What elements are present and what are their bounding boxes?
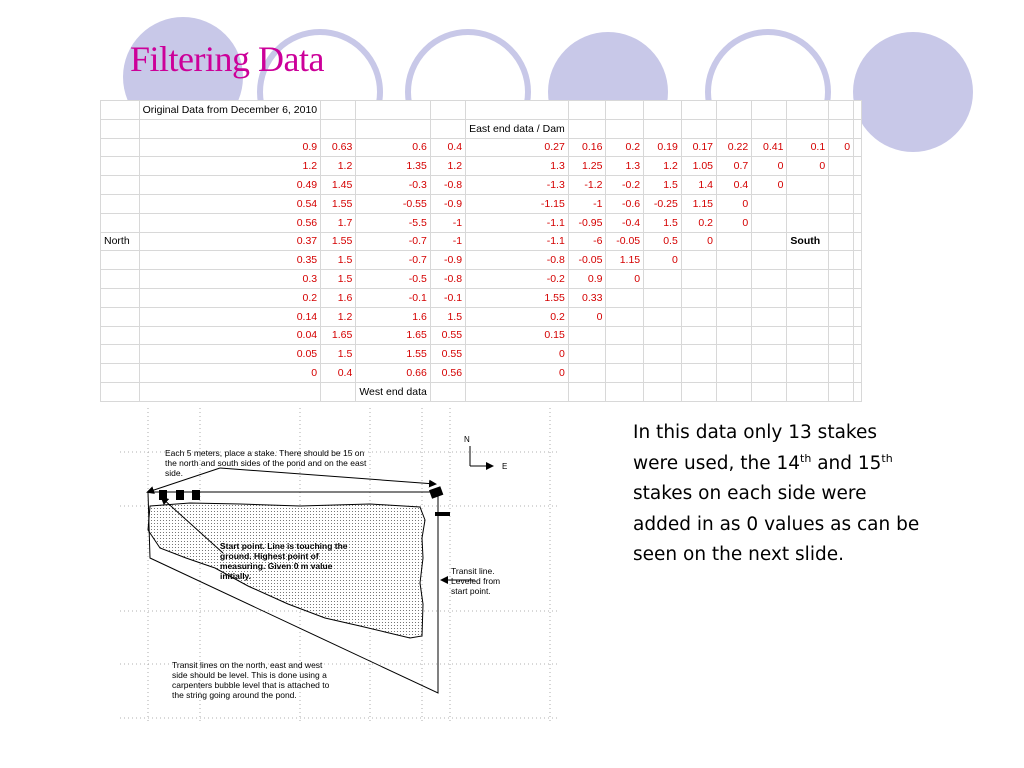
level-note: Transit lines on the north, east and west side should be level. This is done using a carpenters bubble level that is attached to the string going around the pond. (172, 660, 330, 700)
sheet-cell: 0.15 (466, 326, 569, 345)
sheet-cell: 1.15 (606, 251, 644, 270)
sheet-cell: -1 (430, 213, 465, 232)
sheet-cell: -0.8 (466, 251, 569, 270)
sheet-row (101, 213, 862, 232)
sheet-cell: 0 (644, 251, 682, 270)
sheet-cell: -0.5 (356, 270, 431, 289)
sheet-cell (829, 307, 854, 326)
sheet-cell (430, 382, 465, 401)
sheet-cell (101, 270, 140, 289)
sheet-cell (717, 251, 752, 270)
sheet-cell (752, 232, 787, 251)
sheet-cell: -0.3 (356, 176, 431, 195)
sheet-cell (606, 345, 644, 364)
compass-e-label: E (502, 462, 508, 471)
sheet-cell (787, 364, 829, 383)
sheet-row (101, 288, 862, 307)
sheet-cell (854, 382, 862, 401)
sheet-cell (356, 101, 431, 120)
sheet-cell: 0 (717, 194, 752, 213)
sheet-cell (752, 364, 787, 383)
sheet-cell: 0.63 (321, 138, 356, 157)
sheet-cell: 0.16 (568, 138, 606, 157)
sheet-row (101, 270, 862, 289)
sheet-cell (681, 288, 716, 307)
sheet-cell: 0 (787, 157, 829, 176)
sheet-cell: 1.15 (681, 194, 716, 213)
sheet-cell (606, 119, 644, 138)
sheet-cell: -1.1 (466, 213, 569, 232)
sheet-cell: 0.66 (356, 364, 431, 383)
sheet-cell (752, 288, 787, 307)
sheet-row (101, 345, 862, 364)
note-part-3: stakes on each side were added in as 0 values as can be seen on the next slide. (633, 483, 920, 565)
south-label: South (787, 232, 829, 251)
sheet-cell: -1 (430, 232, 465, 251)
sheet-cell (787, 194, 829, 213)
sheet-east-label: East end data / Dam (466, 119, 569, 138)
sheet-cell: 0.14 (139, 307, 321, 326)
sheet-row (101, 326, 862, 345)
sheet-cell (606, 101, 644, 120)
sheet-cell: 0.7 (717, 157, 752, 176)
sheet-cell (854, 194, 862, 213)
note-part-1: In this data only 13 stakes were used, the 14 (633, 422, 877, 474)
sheet-cell: -1.2 (568, 176, 606, 195)
sheet-cell: -0.9 (430, 194, 465, 213)
sheet-cell (854, 345, 862, 364)
sheet-cell (829, 119, 854, 138)
sheet-cell (854, 288, 862, 307)
sheet-cell (787, 307, 829, 326)
sheet-cell (101, 194, 140, 213)
sheet-cell (606, 288, 644, 307)
sheet-cell (101, 101, 140, 120)
sheet-cell: 1.65 (356, 326, 431, 345)
explanation-text (633, 418, 923, 571)
sheet-cell: 0.5 (644, 232, 682, 251)
sheet-cell: -5.5 (356, 213, 431, 232)
sheet-cell: 0 (139, 364, 321, 383)
sheet-cell (681, 251, 716, 270)
sheet-cell (430, 119, 465, 138)
sheet-cell: 0.9 (139, 138, 321, 157)
sheet-cell (466, 382, 569, 401)
note-superscript-1: th (800, 451, 812, 465)
sheet-cell (752, 326, 787, 345)
sheet-header-title: Original Data from December 6, 2010 (139, 101, 321, 120)
sheet-cell (829, 382, 854, 401)
sheet-cell (606, 307, 644, 326)
sheet-cell (101, 288, 140, 307)
sheet-cell: -0.2 (466, 270, 569, 289)
sheet-cell: 1.5 (321, 251, 356, 270)
sheet-cell (606, 364, 644, 383)
sheet-cell: 1.3 (606, 157, 644, 176)
sheet-cell (644, 270, 682, 289)
sheet-cell: 1.3 (466, 157, 569, 176)
sheet-cell: 0.41 (752, 138, 787, 157)
sheet-row (101, 364, 862, 383)
sheet-cell (568, 101, 606, 120)
sheet-cell (644, 326, 682, 345)
sheet-cell (717, 232, 752, 251)
sheet-cell (787, 288, 829, 307)
sheet-row (101, 101, 862, 120)
sheet-cell: 0 (752, 157, 787, 176)
sheet-cell: 0 (606, 270, 644, 289)
sheet-cell: 1.2 (644, 157, 682, 176)
sheet-cell (854, 270, 862, 289)
stake-note: Each 5 meters, place a stake. There should be 15 on the north and south sides of the pond and on the east side. (165, 448, 367, 478)
sheet-cell: 1.55 (356, 345, 431, 364)
sheet-cell (681, 326, 716, 345)
sheet-cell (829, 213, 854, 232)
sheet-cell (829, 345, 854, 364)
north-label: North (101, 232, 140, 251)
sheet-cell (568, 382, 606, 401)
sheet-cell (854, 232, 862, 251)
sheet-cell: 0.27 (466, 138, 569, 157)
sheet-cell (644, 307, 682, 326)
transit-line-note: Transit line. Leveled from start point. (451, 566, 501, 596)
sheet-cell: 1.4 (681, 176, 716, 195)
sheet-cell (829, 364, 854, 383)
sheet-cell (854, 119, 862, 138)
sheet-cell: 0 (681, 232, 716, 251)
sheet-cell (321, 119, 356, 138)
sheet-cell (321, 382, 356, 401)
sheet-cell: 0.37 (139, 232, 321, 251)
sheet-row (101, 119, 862, 138)
sheet-cell (430, 101, 465, 120)
sheet-row (101, 138, 862, 157)
sheet-cell: 0.19 (644, 138, 682, 157)
sheet-cell: -0.7 (356, 251, 431, 270)
sheet-cell (752, 307, 787, 326)
sheet-cell (717, 364, 752, 383)
sheet-cell: -0.8 (430, 270, 465, 289)
sheet-cell: 0.2 (139, 288, 321, 307)
sheet-cell (644, 345, 682, 364)
sheet-cell (681, 307, 716, 326)
sheet-cell (101, 138, 140, 157)
sheet-cell: 0.4 (717, 176, 752, 195)
sheet-cell (829, 270, 854, 289)
sheet-cell: 0.2 (466, 307, 569, 326)
sheet-cell (644, 288, 682, 307)
sheet-cell: 0.4 (430, 138, 465, 157)
sheet-cell (101, 345, 140, 364)
sheet-cell (787, 213, 829, 232)
data-spreadsheet (100, 100, 862, 398)
sheet-row (101, 157, 862, 176)
sheet-cell (854, 101, 862, 120)
sheet-cell (717, 382, 752, 401)
sheet-row (101, 232, 862, 251)
sheet-cell (787, 176, 829, 195)
sheet-cell (101, 176, 140, 195)
sheet-west-label: West end data (356, 382, 431, 401)
sheet-cell: -0.2 (606, 176, 644, 195)
sheet-cell (681, 101, 716, 120)
sheet-cell: -1.15 (466, 194, 569, 213)
sheet-cell: 1.55 (321, 194, 356, 213)
sheet-cell (568, 119, 606, 138)
sheet-cell: -0.05 (568, 251, 606, 270)
sheet-cell (854, 326, 862, 345)
sheet-cell: 0.22 (717, 138, 752, 157)
sheet-cell: 0 (466, 364, 569, 383)
sheet-cell (101, 382, 140, 401)
slide-title: Filtering Data (130, 39, 324, 79)
sheet-cell (787, 101, 829, 120)
sheet-cell (466, 101, 569, 120)
sheet-cell: -0.55 (356, 194, 431, 213)
sheet-cell: 0.56 (430, 364, 465, 383)
sheet-cell (101, 213, 140, 232)
sheet-row (101, 382, 862, 401)
sheet-cell (829, 251, 854, 270)
sheet-cell (644, 382, 682, 401)
sheet-cell: -0.25 (644, 194, 682, 213)
sheet-cell: 0.49 (139, 176, 321, 195)
sheet-cell: -0.6 (606, 194, 644, 213)
sheet-cell: 1.05 (681, 157, 716, 176)
note-part-2: and 15 (811, 452, 882, 474)
sheet-cell: 1.5 (321, 270, 356, 289)
sheet-cell: 0.6 (356, 138, 431, 157)
sheet-cell (568, 345, 606, 364)
sheet-cell (139, 119, 321, 138)
sheet-cell (717, 307, 752, 326)
sheet-cell: 1.2 (321, 157, 356, 176)
sheet-cell: 1.65 (321, 326, 356, 345)
sheet-cell (787, 119, 829, 138)
sheet-row (101, 176, 862, 195)
sheet-cell (644, 101, 682, 120)
sheet-cell: 0 (568, 307, 606, 326)
sheet-cell (787, 326, 829, 345)
sheet-cell: 0.55 (430, 326, 465, 345)
sheet-cell: 1.6 (356, 307, 431, 326)
sheet-cell: 1.2 (139, 157, 321, 176)
pond-measurement-diagram (120, 408, 560, 723)
sheet-cell (717, 119, 752, 138)
sheet-cell (854, 364, 862, 383)
sheet-cell: 1.5 (430, 307, 465, 326)
sheet-cell (356, 119, 431, 138)
sheet-cell: -0.95 (568, 213, 606, 232)
sheet-cell: 0.9 (568, 270, 606, 289)
sheet-cell (854, 213, 862, 232)
sheet-cell: -1 (568, 194, 606, 213)
sheet-cell (717, 326, 752, 345)
sheet-cell (787, 251, 829, 270)
circle-6 (853, 32, 973, 152)
sheet-cell: -0.8 (430, 176, 465, 195)
sheet-cell: 0.33 (568, 288, 606, 307)
sheet-cell (101, 251, 140, 270)
sheet-cell (752, 345, 787, 364)
sheet-cell (717, 270, 752, 289)
sheet-cell: -0.05 (606, 232, 644, 251)
sheet-cell (681, 382, 716, 401)
sheet-cell (787, 270, 829, 289)
sheet-cell (854, 157, 862, 176)
sheet-cell (101, 326, 140, 345)
sheet-cell: 0.2 (606, 138, 644, 157)
sheet-cell (101, 364, 140, 383)
sheet-cell: 1.55 (321, 232, 356, 251)
sheet-cell (681, 119, 716, 138)
sheet-cell (829, 176, 854, 195)
sheet-cell: 1.5 (644, 213, 682, 232)
sheet-cell: 0.35 (139, 251, 321, 270)
sheet-cell (752, 213, 787, 232)
sheet-cell: -6 (568, 232, 606, 251)
sheet-cell: 1.55 (466, 288, 569, 307)
sheet-cell (752, 194, 787, 213)
sheet-cell (854, 307, 862, 326)
sheet-cell: 1.45 (321, 176, 356, 195)
start-point-note: Start point. Line is touching the ground. Highest point of measuring. Given 0 m value initially. (220, 541, 348, 581)
sheet-cell: -1.3 (466, 176, 569, 195)
sheet-cell: -0.7 (356, 232, 431, 251)
sheet-cell (752, 382, 787, 401)
note-superscript-2: th (881, 451, 893, 465)
sheet-cell: 0.1 (787, 138, 829, 157)
sheet-cell (854, 251, 862, 270)
sheet-cell (717, 288, 752, 307)
compass-icon (464, 435, 507, 471)
sheet-cell: 0.4 (321, 364, 356, 383)
sheet-cell: 1.2 (321, 307, 356, 326)
sheet-cell (752, 251, 787, 270)
sheet-cell (829, 326, 854, 345)
sheet-cell (829, 194, 854, 213)
sheet-cell: 1.2 (430, 157, 465, 176)
sheet-cell (787, 382, 829, 401)
sheet-cell: 1.25 (568, 157, 606, 176)
sheet-cell: -0.4 (606, 213, 644, 232)
data-table (100, 100, 862, 402)
sheet-cell: 1.5 (321, 345, 356, 364)
sheet-cell (568, 326, 606, 345)
sheet-cell: 0.2 (681, 213, 716, 232)
sheet-cell (101, 157, 140, 176)
sheet-cell (681, 364, 716, 383)
sheet-cell: -0.1 (430, 288, 465, 307)
sheet-cell: 0 (717, 213, 752, 232)
sheet-cell: 0 (752, 176, 787, 195)
sheet-cell (681, 345, 716, 364)
sheet-cell: -0.1 (356, 288, 431, 307)
sheet-cell: 1.35 (356, 157, 431, 176)
sheet-cell (606, 326, 644, 345)
sheet-cell (752, 119, 787, 138)
sheet-cell: 1.5 (644, 176, 682, 195)
sheet-cell (787, 345, 829, 364)
sheet-cell (829, 101, 854, 120)
sheet-cell: -1.1 (466, 232, 569, 251)
sheet-cell (717, 101, 752, 120)
sheet-cell: 0 (829, 138, 854, 157)
sheet-cell (829, 157, 854, 176)
sheet-cell: 0.55 (430, 345, 465, 364)
sheet-cell (752, 101, 787, 120)
sheet-row (101, 194, 862, 213)
sheet-cell: 0.54 (139, 194, 321, 213)
sheet-cell (681, 270, 716, 289)
sheet-cell (101, 119, 140, 138)
sheet-cell (752, 270, 787, 289)
sheet-cell (717, 345, 752, 364)
sheet-cell (854, 176, 862, 195)
sheet-cell (101, 307, 140, 326)
sheet-cell (829, 288, 854, 307)
sheet-cell: 0.05 (139, 345, 321, 364)
sheet-cell (644, 119, 682, 138)
sheet-cell (321, 101, 356, 120)
sheet-cell (606, 382, 644, 401)
sheet-cell (854, 138, 862, 157)
sheet-row (101, 307, 862, 326)
sheet-cell: 0.56 (139, 213, 321, 232)
compass-n-label: N (464, 435, 470, 444)
sheet-row (101, 251, 862, 270)
sheet-cell (829, 232, 854, 251)
sheet-cell: 1.7 (321, 213, 356, 232)
sheet-cell (568, 364, 606, 383)
sheet-cell: 1.6 (321, 288, 356, 307)
sheet-cell (139, 382, 321, 401)
sheet-cell: 0 (466, 345, 569, 364)
sheet-cell: 0.04 (139, 326, 321, 345)
sheet-cell: 0.3 (139, 270, 321, 289)
sheet-cell: 0.17 (681, 138, 716, 157)
sheet-cell: -0.9 (430, 251, 465, 270)
sheet-cell (644, 364, 682, 383)
